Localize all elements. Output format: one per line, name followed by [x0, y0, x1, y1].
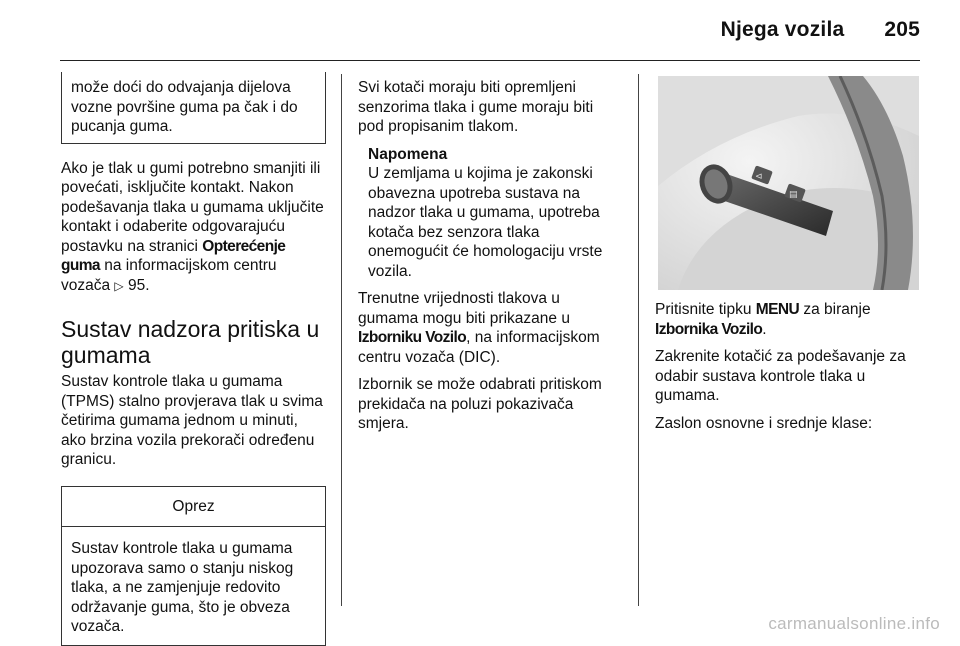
para-text: . [762, 320, 767, 338]
menu-term-vehicle-menu: Izbornika Vozilo [655, 320, 763, 338]
paragraph-press-menu [655, 300, 920, 339]
paragraph-menu-select: Izbornik se može odabrati pritiskom prekidača na poluzi pokazivača smjera. [358, 376, 602, 432]
menu-term-vehicle-menu: Izborniku Vozilo [358, 329, 467, 346]
para-text: Pritisnite tipku [655, 301, 756, 318]
paragraph-pressure-adjust [61, 159, 326, 297]
page-header [721, 18, 920, 42]
para-text: za biranje [799, 301, 871, 318]
button-term-menu: MENU [755, 301, 800, 318]
page-number: 205 [884, 18, 920, 41]
svg-text:▤: ▤ [789, 190, 798, 200]
paragraph-tpms: Sustav kontrole tlaka u gumama (TPMS) stalno provjerava tlak u svima četirima gumama jednom u minuti, ako brzina vozila prekorači određenu granicu. [61, 373, 323, 468]
para-text: na informacijskom centru vozača [61, 257, 277, 294]
note-body: U zemljama u kojima je zakonski obavezna upotreba sustava na nadzor tlaka u gumama, upotreba kotača bez senzora tlaka onemogućit će homologaciju vrste vozila. [368, 165, 603, 280]
column-divider [341, 74, 342, 606]
paragraph-turn-wheel: Zakrenite kotačić za podešavanje za odabir sustava kontrole tlaka u gumama. [655, 348, 906, 404]
caution-body: Sustav kontrole tlaka u gumama upozorava samo o stanju niskog tlaka, a ne zamjenjuje redovito održavanje guma, što je obveza vozača. [71, 540, 294, 635]
caution-box [61, 486, 326, 646]
para-text: , na informacijskom centru vozača (DIC). [358, 329, 600, 366]
menu-term-tyre-load: Opterećenje guma [61, 237, 286, 274]
lever-illustration [658, 76, 919, 290]
caution-title: Oprez [62, 487, 325, 528]
header-title: Njega vozila [720, 18, 845, 41]
column-1 [61, 78, 326, 646]
para-text: Trenutne vrijednosti tlakova u gumama mogu biti prikazane u [358, 290, 570, 327]
section-heading: Sustav nadzora pritiska u gumama [61, 316, 320, 368]
column-divider [638, 74, 639, 606]
paragraph-sensors: Svi kotači moraju biti opremljeni senzorima tlaka i gume moraju biti pod propisanim tlakom. [358, 79, 594, 135]
continued-warning-box [61, 72, 326, 144]
watermark: carmanualsonline.info [768, 614, 940, 633]
note-block [358, 145, 623, 282]
note-title: Napomena [368, 145, 448, 163]
steering-column-lever-figure [658, 76, 919, 290]
column-3 [655, 300, 920, 433]
paragraph-current-values [358, 289, 623, 367]
paragraph-display-class: Zaslon osnovne i srednje klase: [655, 414, 873, 432]
page-ref: 95. [123, 276, 150, 294]
para-text: Ako je tlak u gumi potrebno smanjiti ili povećati, isključite kontakt. Nakon podešavanja tlaka u gumama uključite kontakt i odaberite odgovarajuću postavku na stranici [61, 159, 324, 255]
column-2 [358, 78, 623, 434]
svg-text:⊲: ⊲ [755, 172, 763, 182]
page-ref-icon: ▷ [114, 278, 124, 293]
header-rule [60, 60, 920, 61]
warning-continued-text: može doći do odvajanja dijelova vozne površine guma pa čak i do pucanja guma. [71, 79, 298, 135]
